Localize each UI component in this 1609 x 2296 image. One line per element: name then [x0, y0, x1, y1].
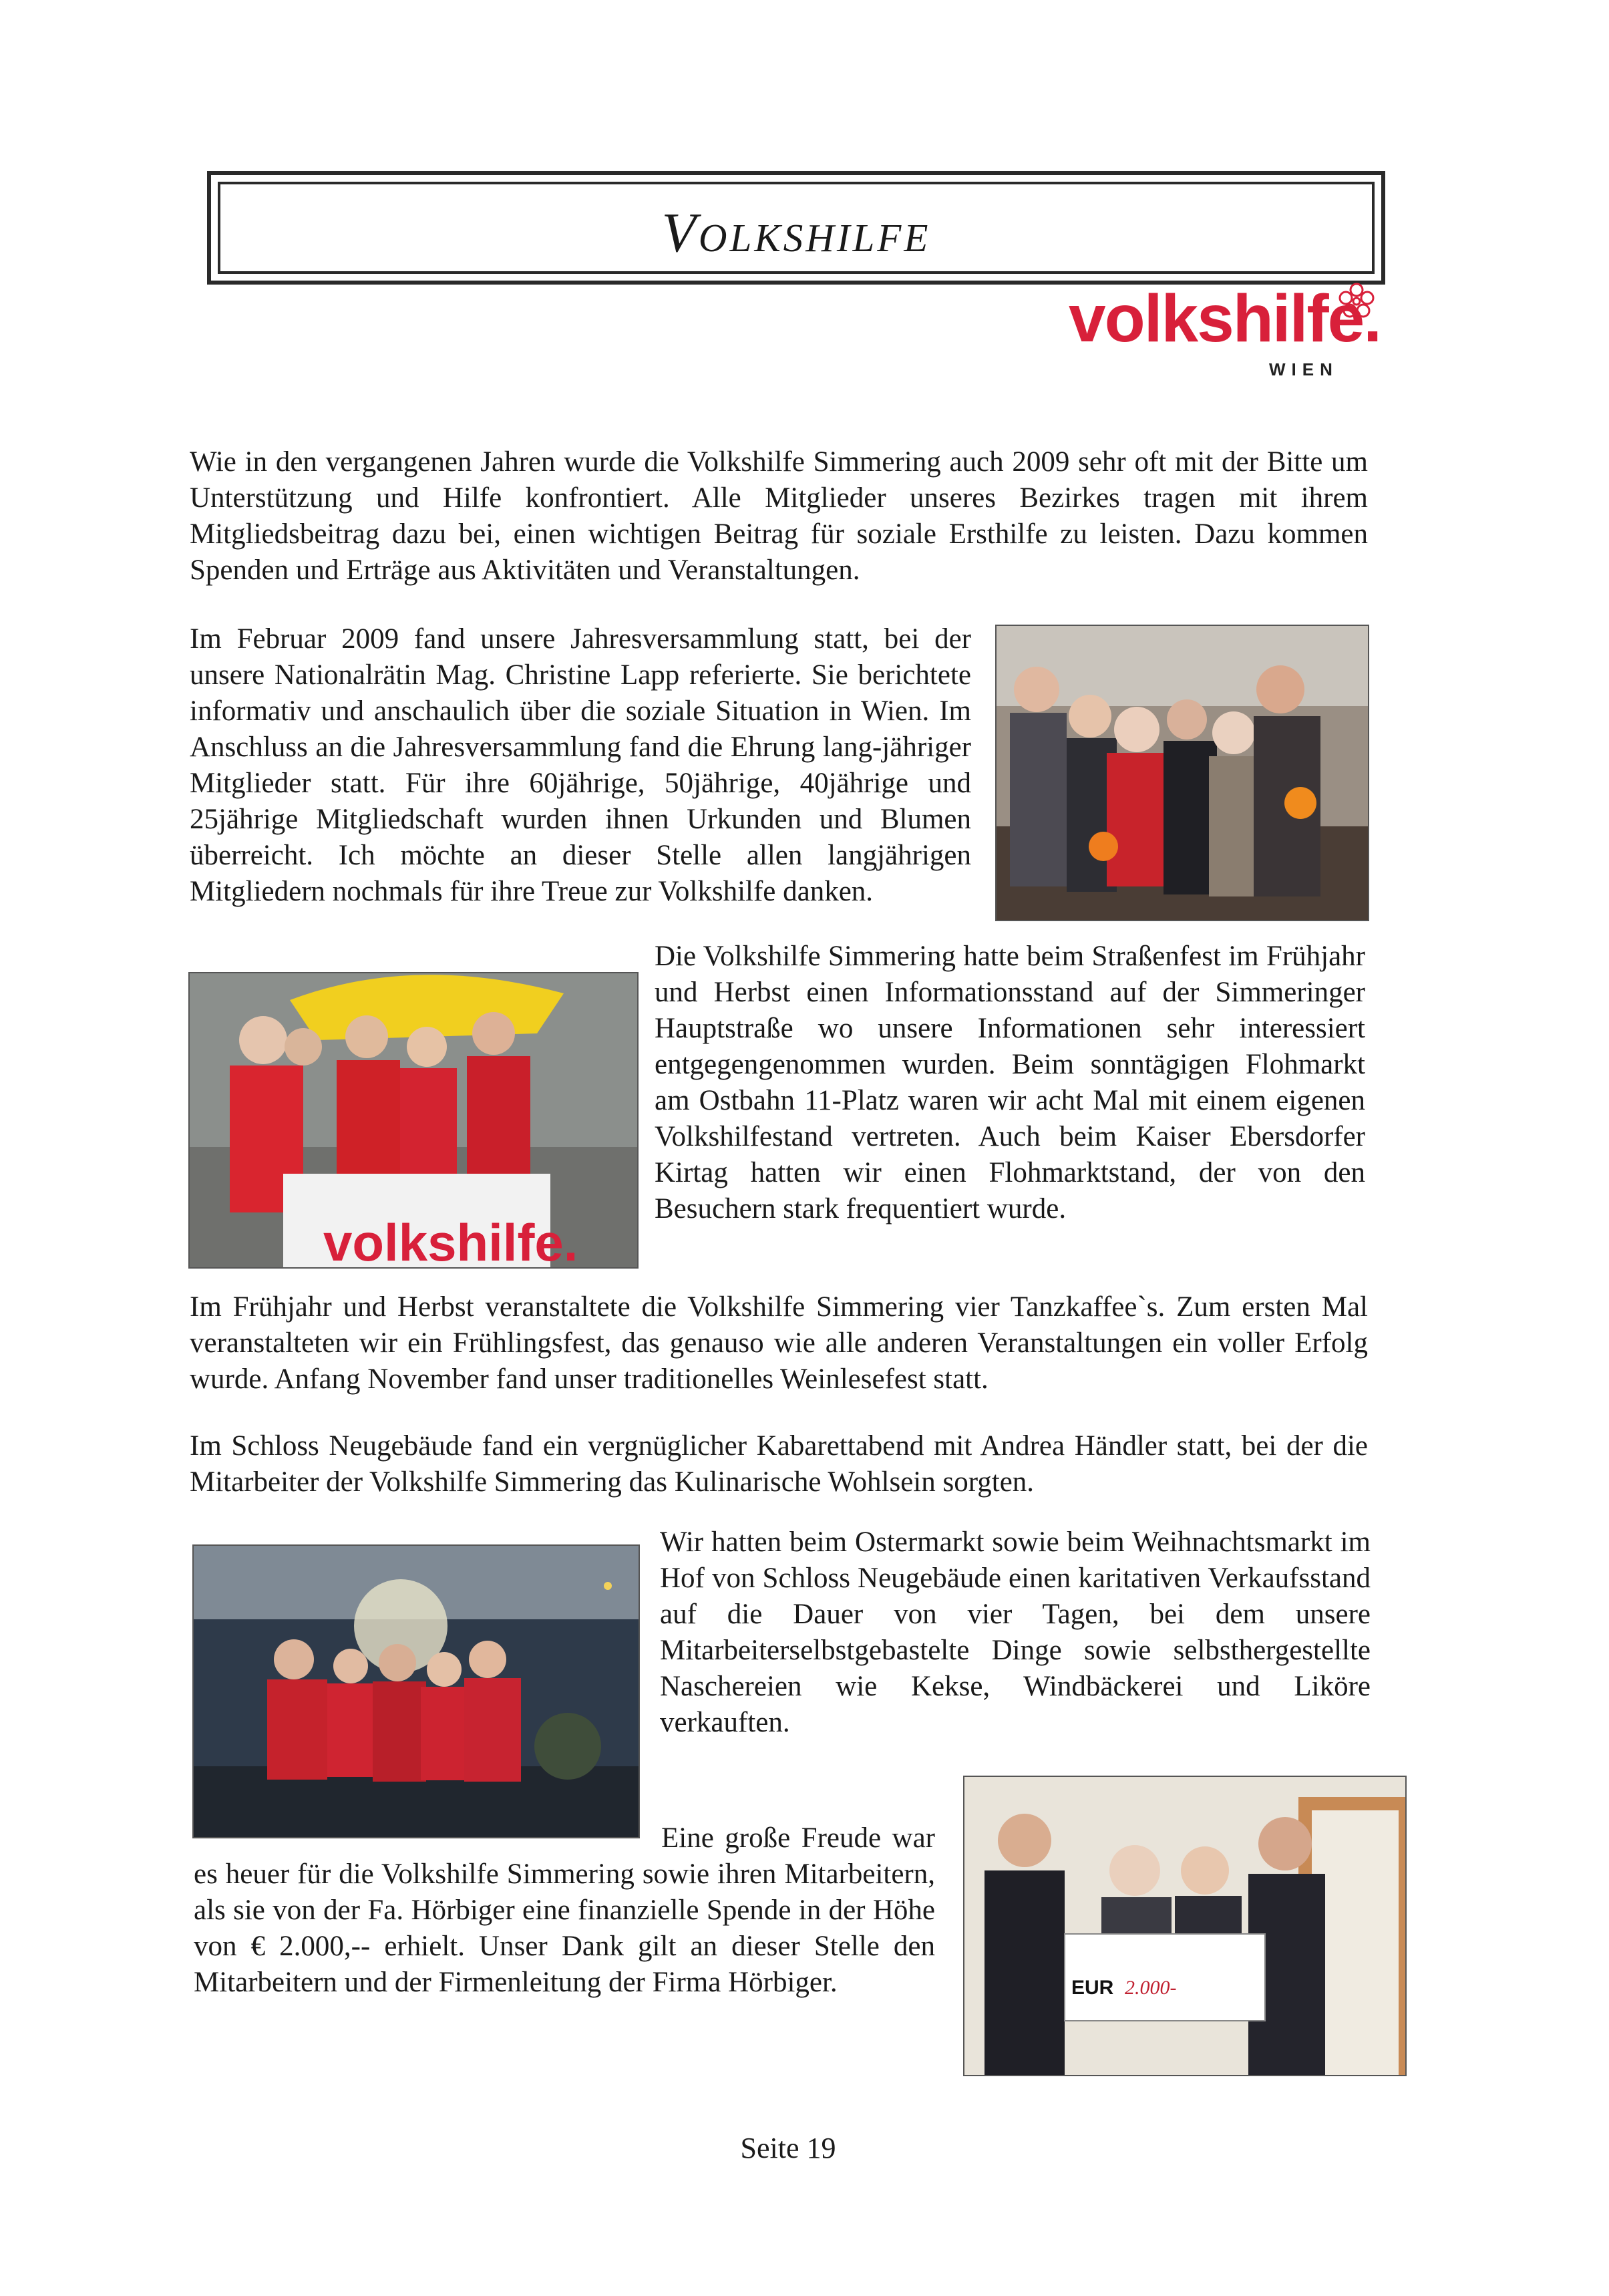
- logo-wordmark: volkshilfe.: [1069, 281, 1381, 356]
- paragraph-tanzkaffee: Im Frühjahr und Herbst veranstaltete die Volkshilfe Simmering vier Tanzkaffee`s. Zum ersten Mal veranstalteten wir ein Frühlingsfest, das genauso wie alle anderen Veranstaltungen ein voller Erfolg wurde. Anfang November fand unser traditionelles Weinlesefest statt.: [190, 1291, 1368, 1395]
- page-number: Seite 19: [740, 2132, 836, 2164]
- paragraph-intro: Wie in den vergangenen Jahren wurde die Volkshilfe Simmering auch 2009 sehr oft mit der Bitte um Unterstützung und Hilfe konfrontiert. Alle Mitglieder unseres Bezirkes tragen mit ihrem Mitgliedsbeitrag dazu bei, einen wichtigen Beitrag für soziale Ersthilfe zu leisten. Dazu kommen Spenden und Erträge aus Aktivitäten und Veranstaltungen.: [190, 446, 1368, 586]
- logo-subtitle: WIEN: [1269, 359, 1338, 379]
- cheque-amount: 2.000-: [1125, 1977, 1177, 1999]
- flower-icon: [1336, 281, 1377, 322]
- paragraph-strassenfest: Die Volkshilfe Simmering hatte beim Straßenfest im Frühjahr und Herbst einen Informationsstand auf der Simmeringer Hauptstraße wo unsere Informationen sehr interessiert entgegengenommen wurden. Beim sonntägigen Flohmarkt am Ostbahn 11-Platz waren wir acht Mal mit einem eigenen Volkshilfestand vertreten. Auch beim Kaiser Ebersdorfer Kirtag hatten wir einen Flohmarktstand, der von den Besuchern stark frequentiert wurde.: [655, 941, 1365, 1224]
- stand-banner-text: volkshilfe.: [323, 1213, 578, 1267]
- photo-christmas-market: [192, 1544, 640, 1838]
- volkshilfe-logo: [1069, 281, 1381, 387]
- cheque-currency: EUR: [1071, 1977, 1114, 1999]
- page-title: Volkshilfe: [661, 202, 931, 264]
- paragraph-kabarettabend: Im Schloss Neugebäude fand ein vergnüglicher Kabarettabend mit Andrea Händler statt, bei der die Mitarbeiter der Volkshilfe Simmering das Kulinarische Wohlsein sorgten.: [190, 1430, 1368, 1498]
- photo-donation-cheque: [963, 1776, 1407, 2076]
- paragraph-spende: Eine große Freude war es heuer für die Volkshilfe Simmering sowie ihren Mitarbeitern, als sie von der Fa. Hörbiger eine finanzielle Spende in der Höhe von € 2.000,-- erhielt. Unser Dank gilt an dieser Stelle den Mitarbeitern und der Firmenleitung der Firma Hörbiger.: [194, 1822, 935, 1998]
- photo-member-honoring: [995, 625, 1369, 921]
- paragraph-ostermarkt: Wir hatten beim Ostermarkt sowie beim Weihnachtsmarkt im Hof von Schloss Neugebäude einen karitativen Verkaufsstand auf die Dauer von vier Tagen, bei dem unsere Mitarbeiterselbstgebastelte Dinge sowie selbsthergestellte Naschereien wie Kekse, Windbäckerei und Liköre verkauften.: [660, 1526, 1371, 1738]
- paragraph-jahresversammlung: Im Februar 2009 fand unsere Jahresversammlung statt, bei der unsere Nationalrätin Mag. Christine Lapp referierte. Sie berichtete informativ und anschaulich über die soziale Situation in Wien. Im Anschluss an die Jahresversammlung fand die Ehrung lang-jähriger Mitglieder statt. Für ihre 60jährige, 50jährige, 40jährige und 25jährige Mitgliedschaft wurden ihnen Urkunden und Blumen überreicht. Ich möchte an dieser Stelle allen langjährigen Mitgliedern nochmals für ihre Treue zur Volkshilfe danken.: [190, 623, 971, 907]
- photo-info-stand: [188, 972, 639, 1269]
- page-title-box: [207, 171, 1385, 285]
